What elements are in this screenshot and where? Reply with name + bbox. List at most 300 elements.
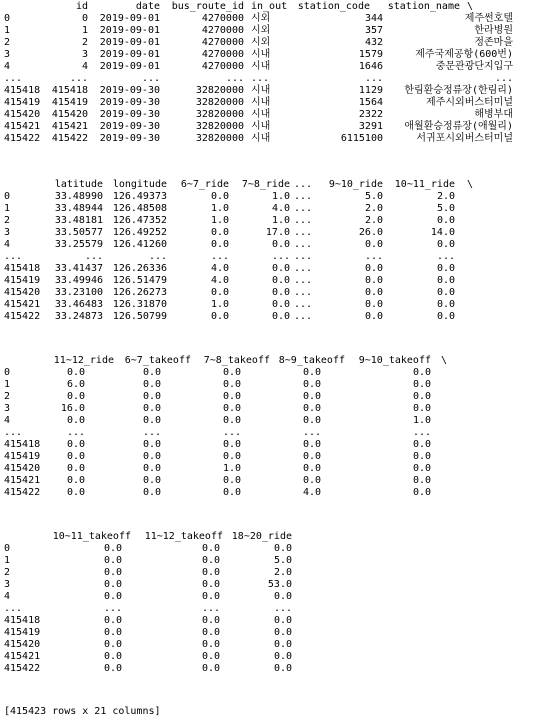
table-cell: 0.0 (302, 403, 321, 414)
table-cell: 415419 (51, 97, 88, 108)
table-cell: 0.0 (66, 463, 85, 474)
row-index: 0 (4, 543, 11, 554)
table-row (0, 275, 537, 287)
table-cell: 5.0 (436, 203, 455, 214)
table-cell: ... (251, 73, 270, 84)
table-cell: 126.49373 (112, 191, 167, 202)
table-cell: 4270000 (201, 61, 244, 72)
table-cell: 0.0 (66, 415, 85, 426)
table-cell: 0.0 (201, 543, 220, 554)
table-cell: 2.0 (364, 203, 383, 214)
table-cell: 한림환승정류장(한림리) (404, 85, 513, 96)
row-index: 0 (4, 191, 11, 202)
table-cell: 0.0 (436, 275, 455, 286)
table-cell: 시외 (251, 37, 271, 48)
table-cell: 1.0 (210, 299, 229, 310)
row-index: 415420 (4, 639, 41, 650)
column-header: \ (466, 1, 473, 12)
table-row (0, 239, 537, 251)
table-row (0, 639, 537, 651)
table-row (0, 61, 537, 73)
table-cell: 126.26273 (112, 287, 167, 298)
row-index: ... (4, 603, 23, 614)
table-cell: 2019-09-01 (99, 13, 160, 24)
table-cell: 0.0 (210, 239, 229, 250)
table-cell: 0.0 (412, 451, 431, 462)
table-cell: 3291 (358, 121, 383, 132)
table-cell: 0.0 (201, 615, 220, 626)
table-cell: 0.0 (302, 439, 321, 450)
table-cell: 0.0 (201, 627, 220, 638)
table-cell: 1.0 (271, 215, 290, 226)
table-cell: 0.0 (436, 311, 455, 322)
table-row (0, 25, 537, 37)
table-cell: 0.0 (142, 451, 161, 462)
table-row (0, 215, 537, 227)
table-cell: 0.0 (271, 311, 290, 322)
table-cell: 0.0 (271, 287, 290, 298)
table-cell: 시내 (251, 85, 271, 96)
row-index: 4 (4, 239, 11, 250)
table-cell: 0.0 (273, 591, 292, 602)
table-row (0, 427, 537, 439)
table-cell: 415418 (51, 85, 88, 96)
table-cell: 0.0 (222, 391, 241, 402)
row-index: 415419 (4, 451, 41, 462)
table-cell: ... (302, 427, 321, 438)
table-cell: 0.0 (103, 651, 122, 662)
table-row (0, 603, 537, 615)
table-cell: 2019-09-01 (99, 37, 160, 48)
table-cell: ... (364, 251, 383, 262)
table-row (0, 543, 537, 555)
table-cell: 0.0 (271, 263, 290, 274)
column-header: 18~20_ride (231, 531, 292, 542)
table-cell: 0.0 (271, 275, 290, 286)
table-cell: 33.23100 (54, 287, 103, 298)
table-cell: 26.0 (358, 227, 383, 238)
table-cell: 6.0 (66, 379, 85, 390)
table-cell: 0.0 (103, 591, 122, 602)
row-index: 415418 (4, 439, 41, 450)
table-cell: 33.25579 (54, 239, 103, 250)
table-row (0, 97, 537, 109)
row-index: 1 (4, 379, 11, 390)
column-header: 6~7_ride (180, 179, 229, 190)
row-index: 3 (4, 403, 11, 414)
table-row (0, 663, 537, 675)
table-cell: 0.0 (271, 299, 290, 310)
table-cell: 2019-09-01 (99, 25, 160, 36)
table-cell: 0.0 (201, 591, 220, 602)
table-cell: 4270000 (201, 49, 244, 60)
column-header-row (0, 179, 537, 191)
column-header: date (135, 1, 160, 12)
table-cell: 1.0 (412, 415, 431, 426)
row-index: 415418 (4, 85, 41, 96)
row-index: 2 (4, 37, 11, 48)
table-cell: ... (103, 603, 122, 614)
table-cell: 0.0 (436, 263, 455, 274)
table-cell: 4270000 (201, 37, 244, 48)
table-cell: 시내 (251, 133, 271, 144)
table-cell: ... (293, 299, 312, 310)
table-cell: 126.31870 (112, 299, 167, 310)
table-cell: 0.0 (273, 639, 292, 650)
table-row (0, 85, 537, 97)
table-cell: 0.0 (302, 379, 321, 390)
table-cell: 0.0 (302, 415, 321, 426)
row-index: 415421 (4, 299, 41, 310)
row-index: 2 (4, 391, 11, 402)
table-cell: 0.0 (210, 311, 229, 322)
table-cell: 0.0 (142, 463, 161, 474)
row-index: 3 (4, 579, 11, 590)
table-cell: 0.0 (436, 239, 455, 250)
table-cell: 4270000 (201, 25, 244, 36)
column-header: 7~8_takeoff (203, 355, 270, 366)
row-index: 4 (4, 415, 11, 426)
table-cell: 시내 (251, 121, 271, 132)
table-cell: 제주썬호텔 (464, 13, 513, 24)
table-cell: 0.0 (364, 311, 383, 322)
column-header: 7~8_ride (241, 179, 290, 190)
table-cell: 0.0 (66, 487, 85, 498)
table-cell: 0.0 (271, 239, 290, 250)
column-header: \ (440, 355, 447, 366)
table-cell: 0.0 (412, 367, 431, 378)
table-cell: 0.0 (436, 287, 455, 298)
table-row (0, 555, 537, 567)
table-cell: 0.0 (302, 391, 321, 402)
table-cell: ... (69, 73, 88, 84)
table-cell: 33.48990 (54, 191, 103, 202)
row-index: 1 (4, 25, 11, 36)
table-row (0, 251, 537, 263)
column-header: latitude (54, 179, 103, 190)
table-cell: 126.41260 (112, 239, 167, 250)
row-index: 3 (4, 49, 11, 60)
column-header-row (0, 531, 537, 543)
column-header: ... (293, 179, 312, 190)
column-header: id (75, 1, 88, 12)
table-cell: 357 (364, 25, 383, 36)
table-cell: 5.0 (273, 555, 292, 566)
table-cell: ... (66, 427, 85, 438)
table-cell: 0.0 (412, 391, 431, 402)
table-cell: 126.51479 (112, 275, 167, 286)
table-cell: 415422 (51, 133, 88, 144)
table-cell: 2019-09-30 (99, 109, 160, 120)
table-cell: 0.0 (66, 391, 85, 402)
table-row (0, 379, 537, 391)
table-cell: 시내 (251, 97, 271, 108)
table-cell: 0.0 (364, 275, 383, 286)
table-cell: 0.0 (210, 227, 229, 238)
column-header: station_name (387, 1, 460, 12)
table-cell: ... (201, 603, 220, 614)
row-index: 415420 (4, 463, 41, 474)
table-cell: 0.0 (201, 567, 220, 578)
table-row (0, 13, 537, 25)
table-cell: 0.0 (66, 367, 85, 378)
table-cell: 0.0 (222, 367, 241, 378)
table-row (0, 287, 537, 299)
table-cell: 0.0 (412, 439, 431, 450)
table-row (0, 133, 537, 145)
table-cell: 0.0 (412, 379, 431, 390)
row-index: 415418 (4, 615, 41, 626)
table-row (0, 191, 537, 203)
table-cell: 415421 (51, 121, 88, 132)
table-cell: ... (222, 427, 241, 438)
table-cell: 0.0 (436, 215, 455, 226)
table-cell: 2019-09-30 (99, 85, 160, 96)
row-index: 415420 (4, 109, 41, 120)
table-cell: 0.0 (222, 415, 241, 426)
table-cell: 344 (364, 13, 383, 24)
table-cell: 서귀포시외버스터미널 (416, 133, 513, 144)
table-cell: 0.0 (364, 239, 383, 250)
row-index: 415422 (4, 487, 41, 498)
table-cell: ... (293, 263, 312, 274)
table-cell: 시외 (251, 25, 271, 36)
table-cell: 4270000 (201, 13, 244, 24)
column-header: longitude (112, 179, 167, 190)
table-cell: 53.0 (267, 579, 292, 590)
table-cell: 0.0 (412, 475, 431, 486)
row-index: ... (4, 73, 23, 84)
table-cell: 0.0 (103, 627, 122, 638)
table-cell: 시외 (251, 13, 271, 24)
table-cell: 33.41437 (54, 263, 103, 274)
table-cell: 시내 (251, 109, 271, 120)
table-cell: ... (293, 227, 312, 238)
table-cell: 3 (81, 49, 88, 60)
table-cell: 0.0 (142, 367, 161, 378)
row-index: 415422 (4, 311, 41, 322)
row-index: 1 (4, 555, 11, 566)
table-cell: 0.0 (66, 451, 85, 462)
table-cell: 0.0 (142, 475, 161, 486)
column-header: 11~12_ride (53, 355, 114, 366)
column-header: \ (466, 179, 473, 190)
table-cell: 0.0 (142, 391, 161, 402)
row-count-summary (0, 706, 537, 718)
column-header: 11~12_takeoff (144, 531, 223, 542)
table-cell: 0.0 (273, 627, 292, 638)
column-header: 10~11_ride (394, 179, 455, 190)
table-cell: 0.0 (302, 451, 321, 462)
table-cell: 0.0 (201, 579, 220, 590)
table-cell: ... (273, 603, 292, 614)
table-row (0, 463, 537, 475)
table-cell: 126.49252 (112, 227, 167, 238)
table-cell: 0.0 (201, 663, 220, 674)
row-index: ... (4, 251, 23, 262)
table-cell: 1579 (358, 49, 383, 60)
row-index: 415421 (4, 475, 41, 486)
table-cell: ... (225, 73, 244, 84)
table-cell: ... (141, 73, 160, 84)
table-cell: 2019-09-01 (99, 61, 160, 72)
table-cell: 32820000 (195, 97, 244, 108)
table-cell: ... (293, 215, 312, 226)
table-cell: 0.0 (273, 651, 292, 662)
row-index: 1 (4, 203, 11, 214)
table-cell: 0.0 (364, 299, 383, 310)
table-cell: 0.0 (210, 287, 229, 298)
table-cell: 1129 (358, 85, 383, 96)
table-cell: 4.0 (302, 487, 321, 498)
table-cell: 1.0 (222, 463, 241, 474)
table-cell: 2019-09-01 (99, 49, 160, 60)
table-cell: 0.0 (103, 543, 122, 554)
table-cell: 2.0 (436, 191, 455, 202)
row-index: 3 (4, 227, 11, 238)
table-cell: 4.0 (210, 263, 229, 274)
table-row (0, 451, 537, 463)
table-row (0, 403, 537, 415)
table-row (0, 73, 537, 85)
table-cell: 2322 (358, 109, 383, 120)
table-cell: 32820000 (195, 85, 244, 96)
column-header: 10~11_takeoff (52, 531, 131, 542)
table-cell: 33.50577 (54, 227, 103, 238)
table-row (0, 391, 537, 403)
row-index: 0 (4, 13, 11, 24)
table-cell: 1564 (358, 97, 383, 108)
row-index: 415421 (4, 651, 41, 662)
table-row (0, 579, 537, 591)
table-cell: 0.0 (302, 367, 321, 378)
table-cell: 1.0 (210, 203, 229, 214)
table-cell: ... (293, 239, 312, 250)
row-index: 415419 (4, 627, 41, 638)
table-cell: 33.24873 (54, 311, 103, 322)
table-cell: 0.0 (436, 299, 455, 310)
table-cell: 4.0 (271, 203, 290, 214)
table-cell: 해병부대 (474, 109, 513, 120)
table-cell: 0.0 (103, 555, 122, 566)
table-row (0, 37, 537, 49)
column-header: 8~9_takeoff (278, 355, 345, 366)
table-cell: 2.0 (364, 215, 383, 226)
row-index: 0 (4, 367, 11, 378)
table-cell: 4 (81, 61, 88, 72)
table-cell: ... (494, 73, 513, 84)
table-cell: 1 (81, 25, 88, 36)
table-cell: 0.0 (142, 487, 161, 498)
column-header-row (0, 355, 537, 367)
table-cell: ... (271, 251, 290, 262)
row-index: 4 (4, 61, 11, 72)
table-row (0, 475, 537, 487)
table-row (0, 367, 537, 379)
table-cell: 432 (364, 37, 383, 48)
table-cell: 14.0 (430, 227, 455, 238)
row-index: 4 (4, 591, 11, 602)
row-index: 415420 (4, 287, 41, 298)
table-cell: 0.0 (222, 487, 241, 498)
table-cell: 0.0 (142, 439, 161, 450)
table-cell: 0.0 (103, 567, 122, 578)
table-cell: 2019-09-30 (99, 121, 160, 132)
table-cell: 0.0 (103, 663, 122, 674)
table-cell: 0.0 (201, 555, 220, 566)
table-cell: 2 (81, 37, 88, 48)
table-row (0, 567, 537, 579)
table-cell: 0.0 (66, 439, 85, 450)
table-cell: 0.0 (222, 475, 241, 486)
table-cell: ... (293, 275, 312, 286)
table-cell: 1.0 (271, 191, 290, 202)
table-row (0, 615, 537, 627)
row-index: 415419 (4, 97, 41, 108)
table-cell: ... (412, 427, 431, 438)
table-cell: 17.0 (265, 227, 290, 238)
table-cell: 0.0 (210, 191, 229, 202)
table-cell: 0.0 (201, 639, 220, 650)
table-cell: 제주시외버스터미널 (426, 97, 513, 108)
table-row (0, 627, 537, 639)
table-cell: 6115100 (340, 133, 383, 144)
table-cell: 32820000 (195, 121, 244, 132)
table-cell: ... (293, 191, 312, 202)
table-cell: 시내 (251, 61, 271, 72)
table-row (0, 415, 537, 427)
table-cell: 0.0 (412, 487, 431, 498)
table-row (0, 121, 537, 133)
table-cell: 126.48508 (112, 203, 167, 214)
table-cell: 0.0 (302, 475, 321, 486)
summary-text: [415423 rows x 21 columns] (4, 706, 161, 717)
table-cell: 0.0 (412, 403, 431, 414)
table-row (0, 49, 537, 61)
row-index: 415418 (4, 263, 41, 274)
table-cell: 16.0 (60, 403, 85, 414)
table-row (0, 203, 537, 215)
table-cell: 0.0 (201, 651, 220, 662)
table-cell: 0.0 (412, 463, 431, 474)
table-cell: 2.0 (273, 567, 292, 578)
table-row (0, 299, 537, 311)
row-index: 415421 (4, 121, 41, 132)
table-cell: 2019-09-30 (99, 133, 160, 144)
table-row (0, 263, 537, 275)
table-cell: 0.0 (103, 579, 122, 590)
table-row (0, 591, 537, 603)
table-cell: ... (293, 287, 312, 298)
table-cell: ... (148, 251, 167, 262)
table-cell: ... (84, 251, 103, 262)
table-cell: 126.26336 (112, 263, 167, 274)
table-cell: 0.0 (103, 615, 122, 626)
table-cell: 0.0 (302, 463, 321, 474)
table-cell: ... (210, 251, 229, 262)
column-header: bus_route_id (171, 1, 244, 12)
table-cell: 126.50799 (112, 311, 167, 322)
table-cell: 0.0 (222, 379, 241, 390)
row-index: 2 (4, 567, 11, 578)
table-cell: 33.48944 (54, 203, 103, 214)
table-cell: 0 (81, 13, 88, 24)
table-cell: 0.0 (364, 287, 383, 298)
table-row (0, 109, 537, 121)
table-cell: 0.0 (142, 403, 161, 414)
table-cell: ... (142, 427, 161, 438)
table-cell: 0.0 (66, 475, 85, 486)
